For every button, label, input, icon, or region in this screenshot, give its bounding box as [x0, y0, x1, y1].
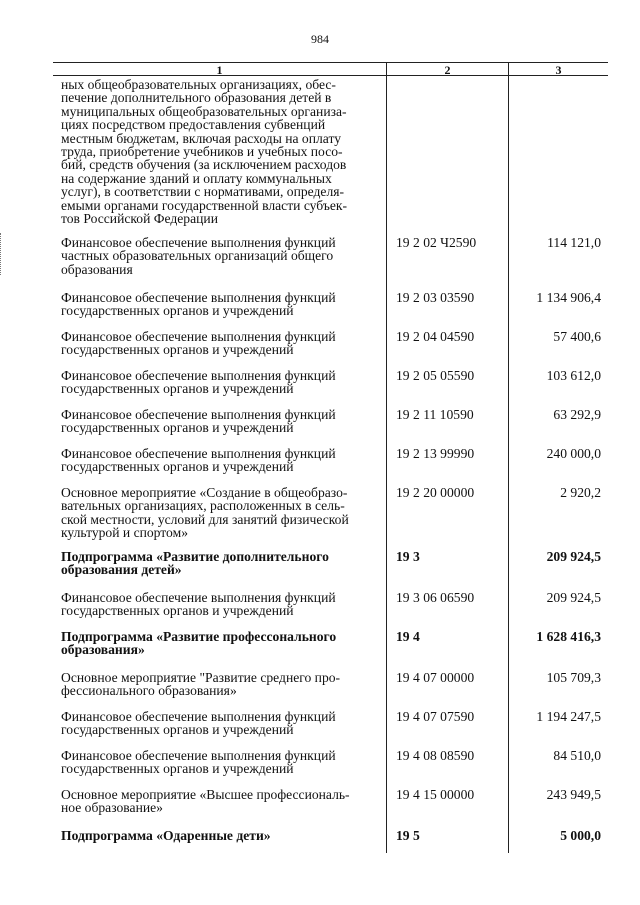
row-amount: 5 000,0	[560, 828, 601, 843]
row-code: 19 2 05 05590	[396, 368, 475, 383]
row-code: 19 2 11 10590	[396, 407, 474, 422]
row-amount: 84 510,0	[553, 748, 601, 763]
row-code: 19 4	[396, 629, 420, 644]
row-code: 19 4 15 00000	[396, 787, 475, 802]
row-code: 19 4 08 08590	[396, 748, 475, 763]
row-name: Финансовое обеспечение выполнения функций частных образовательных организаций общего образования	[61, 235, 336, 277]
row-amount: 243 949,5	[546, 787, 601, 802]
row-name: Финансовое обеспечение выполнения функций государственных органов и учреждений	[61, 290, 336, 319]
row-code: 19 2 03 03590	[396, 290, 475, 305]
row-name: Подпрограмма «Развитие профессонального образования»	[61, 629, 337, 658]
row-name: Подпрограмма «Развитие дополнительного образования детей»	[61, 549, 329, 578]
row-amount: 209 924,5	[546, 590, 601, 605]
column-header-1: 1	[216, 63, 223, 77]
row-name: Финансовое обеспечение выполнения функций государственных органов и учреждений	[61, 368, 336, 397]
row-code: 19 2 04 04590	[396, 329, 475, 344]
row-name: ных общеобразовательных организациях, обес- печение дополнительного образования детей в муниципальных общеобразовательных организа- циях посредством предоставления субвенций местным бюджетам, включая расходы на оплату труда, приобретение учебников и учебных посо- бий, средств обучения (за исключением расходов на содержание зданий и оплату коммунальных услуг), в соответствии с нормативами, определя- емыми органами государственной власти субъек- тов Российской Федерации	[61, 77, 348, 227]
row-amount: 1 628 416,3	[536, 629, 601, 644]
row-code: 19 4 07 00000	[396, 670, 475, 685]
row-amount: 103 612,0	[546, 368, 601, 383]
column-header-3: 3	[555, 63, 562, 77]
row-code: 19 5	[396, 828, 420, 843]
row-name: Финансовое обеспечение выполнения функций государственных органов и учреждений	[61, 590, 336, 619]
row-amount: 57 400,6	[553, 329, 601, 344]
row-name: Финансовое обеспечение выполнения функций государственных органов и учреждений	[61, 748, 336, 777]
row-amount: 114 121,0	[547, 235, 601, 250]
row-name: Основное мероприятие «Создание в общеобразо- вательных организациях, расположенных в сель- ской местности, условий для занятий физической культурой и спортом»	[61, 485, 349, 541]
column-header-2: 2	[444, 63, 451, 77]
row-amount: 1 194 247,5	[536, 709, 601, 724]
row-name: Финансовое обеспечение выполнения функций государственных органов и учреждений	[61, 709, 336, 738]
row-name: Основное мероприятие «Высшее профессиональ- ное образование»	[61, 787, 350, 816]
row-code: 19 3 06 06590	[396, 590, 475, 605]
row-amount: 105 709,3	[546, 670, 601, 685]
row-name: Финансовое обеспечение выполнения функций государственных органов и учреждений	[61, 329, 336, 358]
row-code: 19 4 07 07590	[396, 709, 475, 724]
row-code: 19 2 20 00000	[396, 485, 475, 500]
row-code: 19 2 13 99990	[396, 446, 475, 461]
row-name: Подпрограмма «Одаренные дети»	[61, 828, 271, 843]
row-name: Основное мероприятие "Развитие среднего про- фессионального образования»	[61, 670, 341, 699]
page-number: 984	[311, 32, 329, 46]
row-amount: 1 134 906,4	[536, 290, 601, 305]
margin-marks	[0, 233, 7, 275]
column-divider-1	[386, 62, 387, 853]
row-amount: 240 000,0	[546, 446, 601, 461]
row-amount: 209 924,5	[546, 549, 601, 564]
row-code: 19 3	[396, 549, 420, 564]
row-amount: 63 292,9	[553, 407, 601, 422]
row-code: 19 2 02 Ч2590	[396, 235, 477, 250]
row-name: Финансовое обеспечение выполнения функций государственных органов и учреждений	[61, 407, 336, 436]
row-name: Финансовое обеспечение выполнения функций государственных органов и учреждений	[61, 446, 336, 475]
row-amount: 2 920,2	[560, 485, 601, 500]
column-divider-2	[508, 62, 509, 853]
